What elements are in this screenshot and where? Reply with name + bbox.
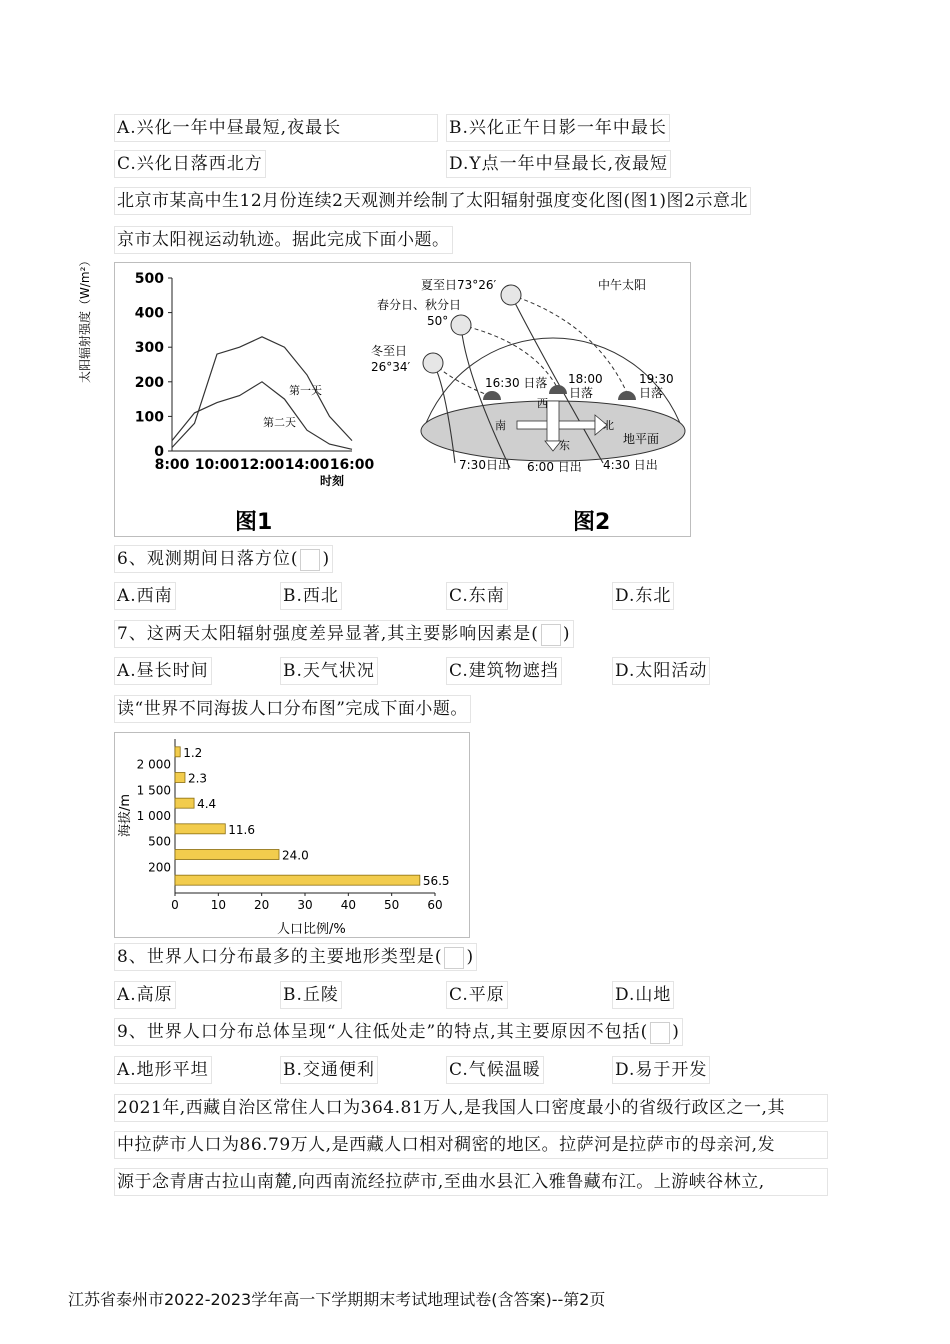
fig3-bar — [175, 747, 180, 757]
fig1-series-day1 — [172, 337, 352, 448]
q7-option-a: A.昼长时间 — [114, 657, 212, 685]
fig3-xtick-label: 50 — [384, 898, 400, 912]
fig2-sunset2-icon — [549, 385, 567, 394]
tibet-paragraph-line2: 中拉萨市人口为86.79万人,是西藏人口相对稠密的地区。拉萨河是拉萨市的母亲河,发 — [114, 1131, 828, 1159]
figure-population-altitude — [114, 732, 470, 938]
fig1-xtick-label: 16:00 — [329, 457, 375, 473]
fig1-ylabel: 太阳辐射强度（W/m²） — [78, 254, 92, 383]
fig3-xtick-label: 60 — [427, 898, 443, 912]
q5-option-a: A.兴化一年中昼最短,夜最长 — [114, 114, 438, 142]
figure-1-2-svg — [78, 254, 690, 536]
fig1-ytick-label: 0 — [154, 444, 164, 460]
fig3-bar — [175, 850, 279, 860]
fig3-ytick-label: 1 500 — [136, 783, 171, 798]
fig1-caption: 图1 — [235, 510, 273, 535]
fig2-sun-equinox-icon — [451, 315, 471, 335]
q8-answer-box[interactable] — [444, 947, 464, 969]
fig1-label-day1: 第一天 — [289, 384, 322, 397]
fig2-sunset1-label: 16:30 日落 — [485, 376, 548, 390]
q9-stem-text: 9、世界人口分布总体呈现“人往低处走”的特点,其主要原因不包括( — [117, 1022, 649, 1042]
fig3-xlabel: 人口比例/% — [277, 922, 346, 937]
fig1-ytick-label: 200 — [134, 374, 164, 391]
tibet-paragraph-line1: 2021年,西藏自治区常住人口为364.81万人,是我国人口密度最小的省级行政区之一,其 — [114, 1094, 828, 1122]
fig2-winter-angle: 26°34′ — [371, 360, 411, 374]
q7-option-d: D.太阳活动 — [612, 657, 710, 685]
figure-sun-radiation-and-path — [78, 254, 691, 537]
fig2-equinox-angle: 50° — [427, 314, 449, 328]
fig1-xtick-label: 10:00 — [194, 457, 240, 473]
q6-option-d: D.东北 — [612, 582, 674, 610]
q9-option-d: D.易于开发 — [612, 1056, 710, 1084]
q9-stem — [114, 1018, 683, 1046]
fig3-ytick-label: 500 — [148, 834, 171, 849]
q8-stem-close: ) — [466, 947, 475, 967]
q8-stem-text: 8、世界人口分布最多的主要地形类型是( — [117, 947, 443, 967]
fig3-xtick-label: 30 — [297, 898, 313, 912]
fig1-xlabel: 时刻 — [320, 474, 345, 488]
fig2-sunset3-icon — [618, 391, 636, 400]
fig2-sunset2-time: 18:00 — [568, 372, 603, 386]
q9-option-c: C.气候温暖 — [446, 1056, 544, 1084]
fig3-bar — [175, 824, 225, 834]
q6-option-a: A.西南 — [114, 582, 176, 610]
fig3-bar-label: 2.3 — [187, 771, 208, 786]
q6-option-b: B.西北 — [280, 582, 342, 610]
fig2-sunset3-label: 日落 — [639, 386, 664, 400]
figure2-sun-path — [371, 277, 685, 535]
fig2-ground-label: 地平面 — [623, 432, 660, 446]
intro2-paragraph: 读“世界不同海拔人口分布图”完成下面小题。 — [114, 695, 471, 723]
fig2-sun-winter-icon — [423, 353, 443, 373]
q6-option-c: C.东南 — [446, 582, 508, 610]
fig3-xtick-label: 0 — [171, 898, 179, 912]
fig2-sun-summer-icon — [501, 285, 521, 305]
fig2-north-label: 北 — [603, 419, 614, 432]
q7-stem-text: 7、这两天太阳辐射强度差异显著,其主要影响因素是( — [117, 624, 539, 644]
fig2-sunrise1-label: 7:30日出 — [459, 458, 510, 472]
fig3-ylabel: 海拔/m — [118, 793, 133, 837]
fig2-sunset1-icon — [483, 391, 501, 400]
fig1-ytick-label: 500 — [134, 271, 164, 287]
fig3-xtick-label: 10 — [210, 898, 226, 912]
fig2-summer-label: 夏至日73°26′ — [421, 278, 497, 292]
q6-stem-text: 6、观测期间日落方位( — [117, 549, 299, 569]
intro-paragraph-line2: 京市太阳视运动轨迹。据此完成下面小题。 — [114, 226, 453, 254]
q9-answer-box[interactable] — [650, 1022, 670, 1044]
q8-option-d: D.山地 — [612, 981, 674, 1009]
intro-paragraph-line1: 北京市某高中生12月份连续2天观测并绘制了太阳辐射强度变化图(图1)图2示意北 — [114, 187, 751, 215]
fig1-xtick-label: 8:00 — [154, 457, 190, 473]
fig3-bar — [175, 798, 194, 808]
fig1-ytick-label: 100 — [134, 409, 164, 426]
fig3-bar-label: 4.4 — [197, 797, 217, 812]
fig2-sunset2-label: 日落 — [569, 386, 594, 400]
q7-option-c: C.建筑物遮挡 — [446, 657, 562, 685]
q8-stem — [114, 943, 477, 971]
fig3-bar-label: 24.0 — [282, 848, 309, 863]
fig3-bar-label: 11.6 — [228, 822, 255, 837]
fig1-ytick-label: 400 — [134, 305, 164, 322]
tibet-paragraph-line3: 源于念青唐古拉山南麓,向西南流经拉萨市,至曲水县汇入雅鲁藏布江。上游峡谷林立, — [114, 1168, 828, 1196]
q7-stem-close: ) — [562, 624, 571, 644]
fig2-sunrise2-label: 6:00 日出 — [527, 460, 582, 474]
q5-option-d: D.Y点一年中昼最长,夜最短 — [446, 150, 671, 178]
q7-option-b: B.天气状况 — [280, 657, 378, 685]
fig3-bar — [175, 875, 420, 885]
q8-option-a: A.高原 — [114, 981, 176, 1009]
q5-option-b: B.兴化正午日影一年中最长 — [446, 114, 670, 142]
fig2-sunset3-time: 19:30 — [639, 372, 674, 386]
fig1-series-day2 — [172, 382, 352, 450]
q6-stem-close: ) — [322, 549, 331, 569]
fig2-caption: 图2 — [573, 510, 611, 535]
fig3-xtick-label: 40 — [340, 898, 356, 912]
q8-option-b: B.丘陵 — [280, 981, 342, 1009]
q6-stem — [114, 545, 333, 573]
fig1-xtick-label: 12:00 — [239, 457, 285, 473]
fig3-ytick-label: 1 000 — [136, 809, 171, 823]
fig3-svg — [115, 733, 469, 937]
fig2-east-label: 东 — [559, 439, 570, 452]
figure1-chart — [77, 255, 375, 535]
fig1-ytick-label: 300 — [134, 340, 164, 357]
q9-option-b: B.交通便利 — [280, 1056, 378, 1084]
fig3-xtick-label: 20 — [254, 898, 270, 912]
fig3-bar-label: 56.5 — [422, 874, 450, 889]
fig3-bar — [175, 773, 185, 783]
fig1-xtick-label: 14:00 — [284, 457, 330, 473]
fig2-winter-label: 冬至日 — [371, 344, 408, 358]
q8-option-c: C.平原 — [446, 981, 508, 1009]
fig2-south-label: 南 — [495, 419, 506, 432]
q9-option-a: A.地形平坦 — [114, 1056, 212, 1084]
fig2-equinox-label: 春分日、秋分日 — [377, 298, 462, 312]
page-footer: 江苏省泰州市2022-2023学年高一下学期期末考试地理试卷(含答案)--第2页 — [68, 1290, 606, 1309]
fig3-ytick-label: 2 000 — [136, 757, 171, 772]
fig3-bar-label: 1.2 — [183, 745, 203, 760]
q7-stem — [114, 620, 574, 648]
fig2-sunrise3-label: 4:30 日出 — [603, 458, 658, 472]
q5-option-c: C.兴化日落西北方 — [114, 150, 266, 178]
fig2-west-label: 西 — [537, 397, 548, 410]
q6-answer-box[interactable] — [300, 549, 320, 571]
fig2-noon-sun-label: 中午太阳 — [598, 278, 647, 292]
fig1-label-day2: 第二天 — [263, 416, 296, 429]
q9-stem-close: ) — [672, 1022, 680, 1042]
q7-answer-box[interactable] — [541, 624, 561, 646]
fig3-ytick-label: 200 — [148, 860, 171, 875]
